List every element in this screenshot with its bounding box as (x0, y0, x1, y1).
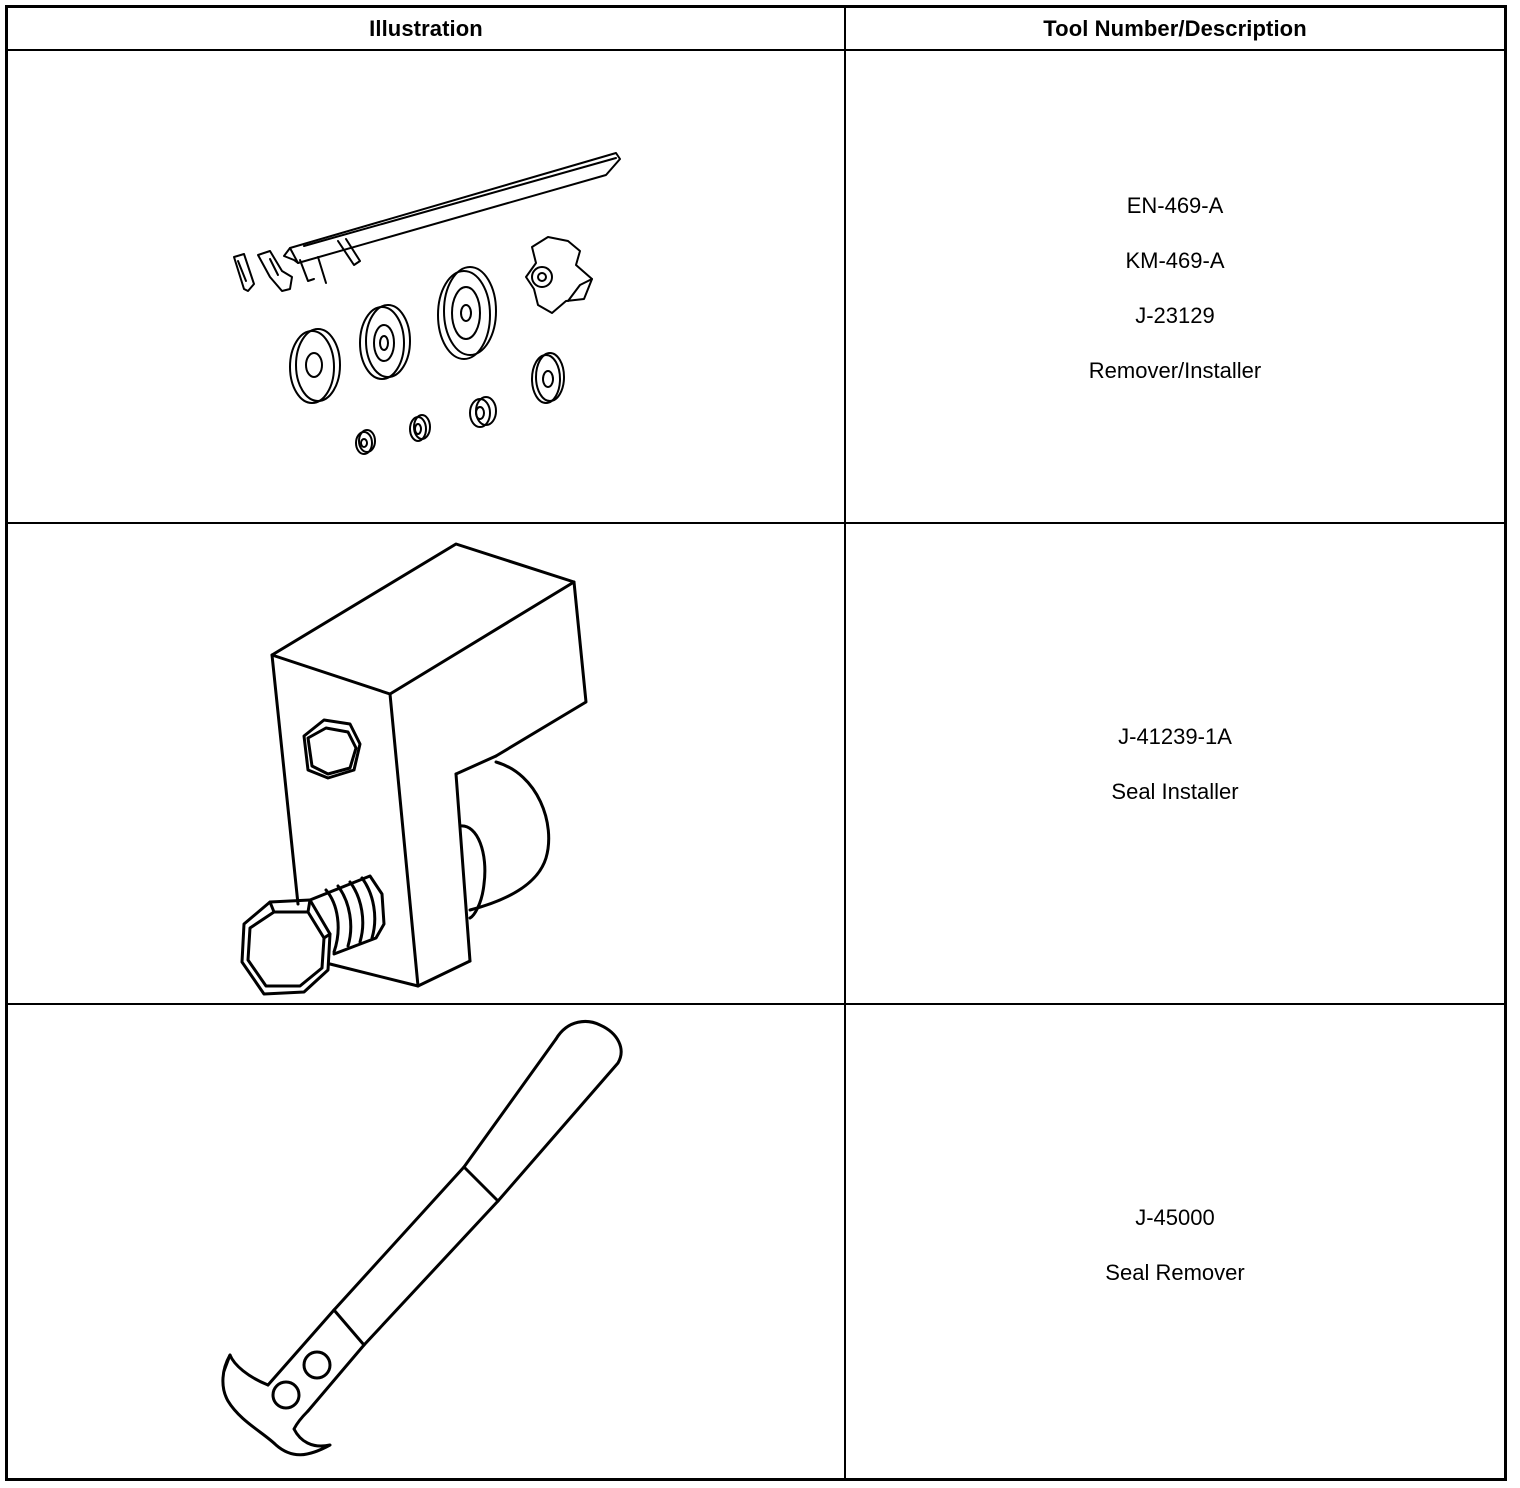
seal-remover-hook-icon (8, 1005, 846, 1478)
tool-number-2: KM-469-A (1125, 248, 1225, 273)
illustration-cell (8, 524, 846, 1003)
tool-number-3: J-23129 (1135, 303, 1215, 328)
tool-name: Seal Installer (1111, 779, 1239, 804)
tool-number-1: EN-469-A (1126, 193, 1224, 218)
tool-table (5, 5, 1507, 1481)
table-header-row (8, 8, 1504, 51)
table-row (8, 524, 1504, 1005)
description-cell (846, 51, 1504, 522)
illustration-cell (8, 1005, 846, 1478)
tool-name: Seal Remover (1105, 1260, 1245, 1285)
description-cell (846, 1005, 1504, 1478)
table-row (8, 51, 1504, 524)
description-column-header: Tool Number/Description (1043, 15, 1307, 41)
tool-number-1: J-45000 (1135, 1205, 1215, 1230)
illustration-column-header: Illustration (8, 8, 846, 49)
seal-installer-icon (8, 524, 846, 1005)
tool-number-1: J-41239-1A (1118, 724, 1232, 749)
tool-description (846, 191, 1504, 411)
remover-installer-kit-icon (8, 51, 846, 524)
tool-description (846, 1203, 1504, 1313)
tool-name: Remover/Installer (1088, 358, 1262, 383)
illustration-cell (8, 51, 846, 522)
description-cell (846, 524, 1504, 1003)
tool-description (846, 722, 1504, 832)
table-row (8, 1005, 1504, 1478)
